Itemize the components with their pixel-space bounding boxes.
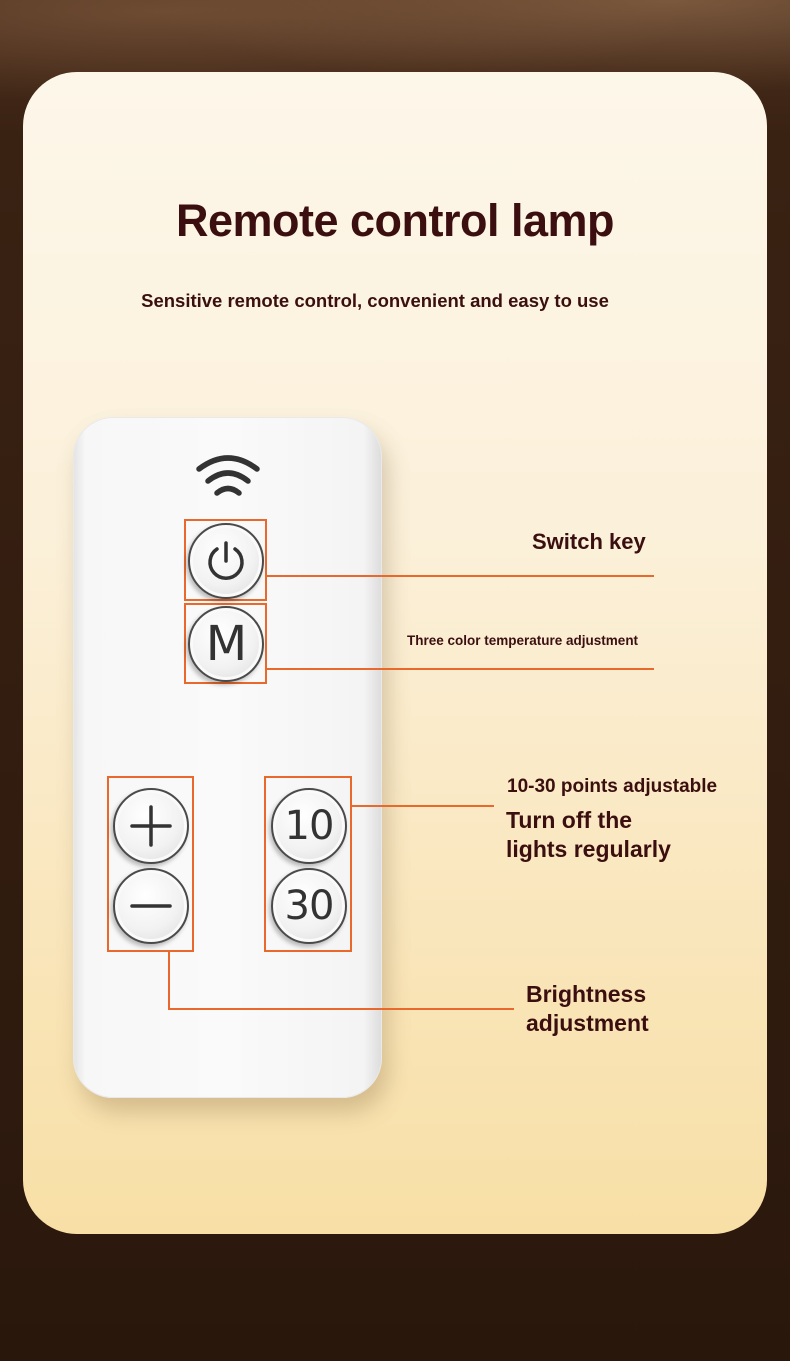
wifi-signal-icon	[193, 453, 263, 501]
power-callout-line	[266, 575, 654, 577]
mode-callout-line	[266, 668, 654, 670]
timer-callout-line	[351, 805, 494, 807]
plus-icon	[129, 804, 173, 848]
minus-icon	[129, 884, 173, 928]
page-subtitle: Sensitive remote control, convenient and easy to use	[141, 290, 609, 311]
mode-button[interactable]	[188, 606, 264, 682]
timer-desc-line2: lights regularly	[506, 836, 671, 862]
brightness-callout-vline	[168, 951, 170, 1010]
mode-button-label: M	[205, 616, 247, 672]
color-temp-label: Three color temperature adjustment	[407, 633, 639, 648]
brightness-down-button[interactable]	[113, 868, 189, 944]
timer-30-button[interactable]	[271, 868, 347, 944]
power-icon	[204, 539, 248, 583]
timer-10-button[interactable]	[271, 788, 347, 864]
brightness-up-button[interactable]	[113, 788, 189, 864]
power-button[interactable]	[188, 523, 264, 599]
brightness-label-line2: adjustment	[526, 1010, 649, 1036]
switch-key-label: Switch key	[532, 529, 646, 554]
timer-points-label: 10-30 points adjustable	[507, 776, 718, 797]
timer-10-label: 10	[284, 803, 334, 849]
brightness-callout-hline	[168, 1008, 514, 1010]
brightness-label-line1: Brightness	[526, 981, 647, 1007]
timer-30-label: 30	[284, 883, 334, 929]
timer-desc-line1: Turn off the	[506, 807, 633, 833]
page-title: Remote control lamp	[175, 195, 615, 246]
